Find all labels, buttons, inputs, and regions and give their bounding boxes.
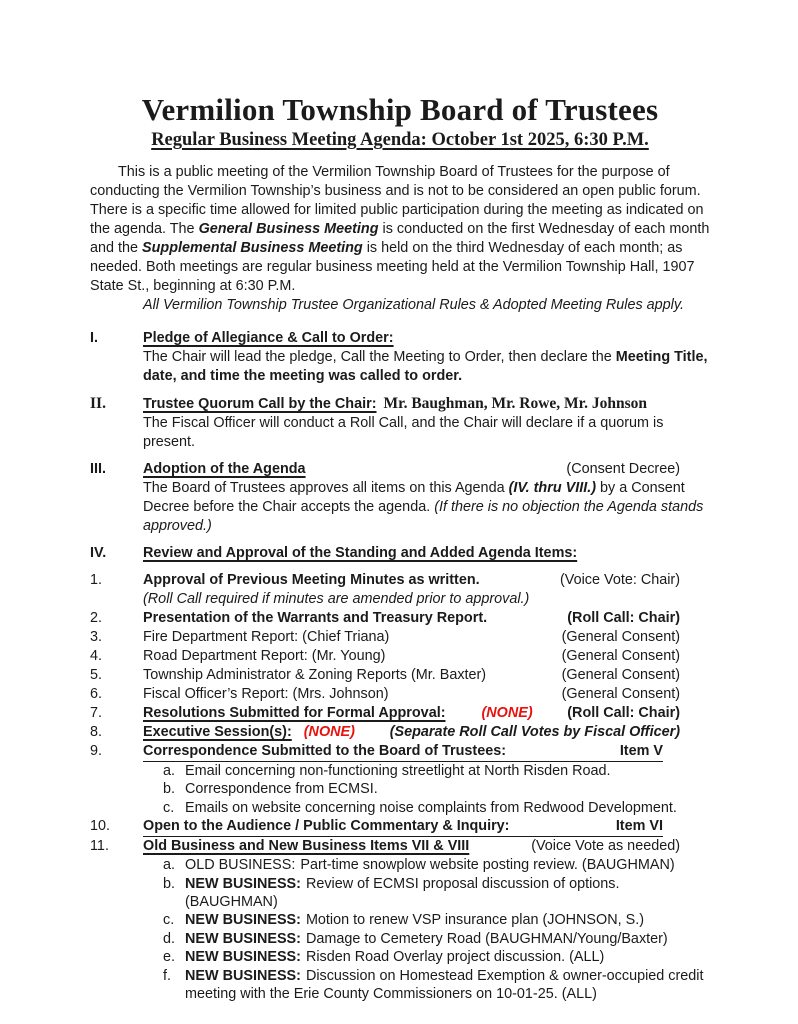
agenda-item-11-sub-f (163, 967, 710, 1004)
sub-item-letter: a. (163, 763, 176, 779)
agenda-item-6 (90, 685, 710, 704)
agenda-item-11-sub-e (163, 948, 710, 966)
sub-item-text (185, 911, 710, 929)
item-ref-label: Item V (619, 743, 663, 759)
underlined-tab-row (143, 742, 663, 762)
agenda-item-9 (90, 742, 710, 762)
section-numeral: IV. (90, 545, 107, 561)
sub-item-text (185, 967, 710, 1004)
item-vote-note: (General Consent) (561, 648, 680, 664)
item-title: Old Business and New Business Items VII & VIII (143, 838, 470, 855)
item-title: Road Department Report: (Mr. Young) (143, 648, 386, 664)
agenda-item-5 (90, 666, 710, 685)
none-flag: (NONE) (303, 724, 355, 740)
item-ref-label: Item VI (615, 818, 663, 835)
agenda-item-2 (90, 609, 710, 628)
sub-item-text (185, 948, 710, 966)
item-number: 7. (90, 705, 103, 721)
sub-item-letter: d. (163, 930, 176, 947)
item-number: 10. (90, 818, 111, 835)
item-number: 8. (90, 724, 103, 740)
none-flag: (NONE) (481, 705, 533, 721)
agenda-item-10 (90, 817, 710, 837)
item-number: 1. (90, 572, 103, 588)
section-pledge (90, 329, 710, 386)
agenda-item-9-sub-a (163, 762, 710, 780)
sub-item-body: Part-time snowplow website posting review. (BAUGHMAN) (300, 857, 675, 874)
item-number: 2. (90, 610, 103, 626)
page-subtitle (90, 128, 710, 152)
item-vote-note: (Roll Call: Chair) (567, 610, 680, 626)
item-title-wrap (143, 704, 567, 723)
item-vote-note: (Voice Vote as needed) (531, 838, 680, 855)
item-number: 9. (90, 743, 103, 759)
item-title: Executive Session(s): (143, 724, 292, 740)
item-vote-note: (Separate Roll Call Votes by Fiscal Officer) (389, 724, 680, 740)
sub-item-text (185, 875, 710, 912)
sub-item-text: Correspondence from ECMSI. (185, 781, 378, 798)
section-heading-row (90, 460, 710, 479)
sub-item-letter: e. (163, 949, 176, 966)
sub-item-text (185, 856, 710, 874)
agenda-item-1 (90, 571, 710, 590)
item-vote-note: (Voice Vote: Chair) (560, 572, 680, 588)
roman-sections (90, 329, 710, 563)
old-business-label: OLD BUSINESS: (185, 857, 296, 874)
section-body-bolditalic: (IV. thru VIII.) (508, 480, 596, 496)
sub-item-letter: b. (163, 781, 176, 798)
item-vote-note: (General Consent) (561, 667, 680, 683)
section-numeral: I. (90, 330, 98, 346)
item-title: Resolutions Submitted for Formal Approval: (143, 705, 446, 721)
sub-item-body: Review of ECMSI proposal discussion of options. (BAUGHMAN) (185, 875, 620, 911)
agenda-item-11-sub-d (163, 930, 710, 948)
new-business-label: NEW BUSINESS: (185, 875, 301, 892)
agenda-item-11 (90, 837, 710, 856)
sub-item-body: Damage to Cemetery Road (BAUGHMAN/Young/Baxter) (305, 930, 668, 947)
sub-item-letter: f. (163, 967, 171, 984)
agenda-item-7 (90, 704, 710, 723)
section-heading: Review and Approval of the Standing and Added Agenda Items: (143, 545, 578, 561)
agenda-item-11-sub-a (163, 856, 710, 874)
item-title: Presentation of the Warrants and Treasury Report. (143, 610, 488, 626)
intro-text: This is a public meeting of the Vermilion Township Board of Trustees for the purpose of conducting the Vermilion Township’s business and is not to be considered an open public forum. There is a specific time allowed for limited public participation during the meeting as indicated on the agenda. The (90, 164, 704, 237)
section-heading-row (90, 394, 710, 414)
section-heading-wrap (143, 394, 710, 414)
agenda-item-9-sub-b (163, 780, 710, 798)
item-number: 4. (90, 648, 103, 664)
agenda-item-9-sub-c (163, 799, 710, 817)
section-body-text: by a Consent Decree before the Chair accepts the agenda. (143, 480, 685, 515)
page-title: Vermilion Township Board of Trustees (141, 92, 659, 127)
sub-item-body: Motion to renew VSP insurance plan (JOHNSON, S.) (305, 912, 644, 929)
sub-item-text: Emails on website concerning noise complaints from Redwood Development. (185, 799, 677, 816)
trustee-names: Mr. Baughman, Mr. Rowe, Mr. Johnson (383, 395, 648, 412)
sub-item-body: Discussion on Homestead Exemption & owner-occupied credit meeting with the Erie County Commissioners on 10-01-25. (ALL) (185, 967, 704, 1003)
item-title: Open to the Audience / Public Commentary & Inquiry: (143, 818, 510, 835)
section-body-italic: (If there is no objection the Agenda stands approved.) (143, 499, 704, 534)
item-number: 6. (90, 686, 103, 702)
section-numeral: III. (90, 461, 106, 477)
section-heading-row (90, 544, 710, 563)
sub-item-body: Risden Road Overlay project discussion. (ALL) (305, 949, 605, 966)
item-title: Approval of Previous Meeting Minutes as written. (143, 572, 480, 588)
sub-item-text: Email concerning non-functioning streetlight at North Risden Road. (185, 763, 611, 779)
sub-item-letter: b. (163, 875, 176, 892)
agenda-item-1-note: (Roll Call required if minutes are amended prior to approval.) (143, 591, 530, 607)
section-numeral: II. (90, 395, 106, 412)
item-number: 3. (90, 629, 103, 645)
item-number: 11. (90, 838, 109, 855)
section-quorum (90, 394, 710, 452)
section-body (143, 479, 710, 536)
consent-decree-note: (Consent Decree) (566, 461, 680, 477)
intro-paragraph (90, 163, 710, 296)
item-title-wrap (143, 609, 567, 628)
section-heading-wrap (143, 329, 710, 348)
section-review (90, 544, 710, 563)
item-title-wrap (143, 571, 560, 590)
section-adoption (90, 460, 710, 536)
sub-item-letter: c. (163, 912, 175, 929)
rules-note: All Vermilion Township Trustee Organizational Rules & Adopted Meeting Rules apply. (143, 297, 684, 313)
item-vote-note: (General Consent) (561, 629, 680, 645)
item-title: Fire Department Report: (Chief Triana) (143, 629, 390, 645)
sub-item-letter: a. (163, 857, 176, 874)
item-vote-note: (Roll Call: Chair) (567, 705, 680, 721)
intro-text: is conducted on the first Wednesday of each month and the (90, 221, 710, 256)
agenda-item-11-sub-b (163, 875, 710, 912)
item-number: 5. (90, 667, 103, 683)
section-heading: Adoption of the Agenda (143, 461, 306, 477)
agenda-item-11-sub-c (163, 911, 710, 929)
new-business-label: NEW BUSINESS: (185, 912, 301, 929)
item-title: Correspondence Submitted to the Board of Trustees: (143, 743, 507, 759)
item-title-wrap (143, 837, 531, 856)
intro-general-meeting-emphasis: General Business Meeting (198, 221, 379, 237)
section-heading: Trustee Quorum Call by the Chair: (143, 396, 377, 412)
item-title-wrap (143, 723, 390, 742)
section-heading-row (90, 329, 710, 348)
section-body-text: The Chair will lead the pledge, Call the Meeting to Order, then declare the (143, 349, 616, 365)
new-business-label: NEW BUSINESS: (185, 930, 301, 947)
new-business-label: NEW BUSINESS: (185, 967, 301, 984)
sub-item-text (185, 930, 710, 948)
agenda-item-4 (90, 647, 710, 666)
agenda-items-list (90, 571, 710, 1003)
agenda-item-8 (90, 723, 710, 742)
intro-text: is held on the third Wednesday of each month; as needed. Both meetings are regular business meeting held at the Vermilion Township Hall, 1907 State St., beginning at 6:30 P.M. (90, 240, 695, 294)
page-subtitle-text: Regular Business Meeting Agenda: October 1st 2025, 6:30 P.M. (151, 130, 649, 150)
new-business-label: NEW BUSINESS: (185, 949, 301, 966)
agenda-item-3 (90, 628, 710, 647)
section-body: The Fiscal Officer will conduct a Roll Call, and the Chair will declare if a quorum is present. (143, 415, 664, 450)
item-title: Township Administrator & Zoning Reports (Mr. Baxter) (143, 667, 487, 683)
section-body-bold: Meeting Title, date, and time the meeting was called to order. (143, 349, 708, 384)
section-body (143, 348, 710, 386)
section-body-text: The Board of Trustees approves all items on this Agenda (143, 480, 509, 496)
sub-item-letter: c. (163, 799, 175, 816)
item-title: Fiscal Officer’s Report: (Mrs. Johnson) (143, 686, 389, 702)
section-heading-wrap (143, 544, 710, 563)
intro-supplemental-meeting-emphasis: Supplemental Business Meeting (142, 240, 363, 256)
section-heading: Pledge of Allegiance & Call to Order: (143, 330, 394, 346)
item-vote-note: (General Consent) (561, 686, 680, 702)
underlined-tab-row (143, 817, 663, 837)
